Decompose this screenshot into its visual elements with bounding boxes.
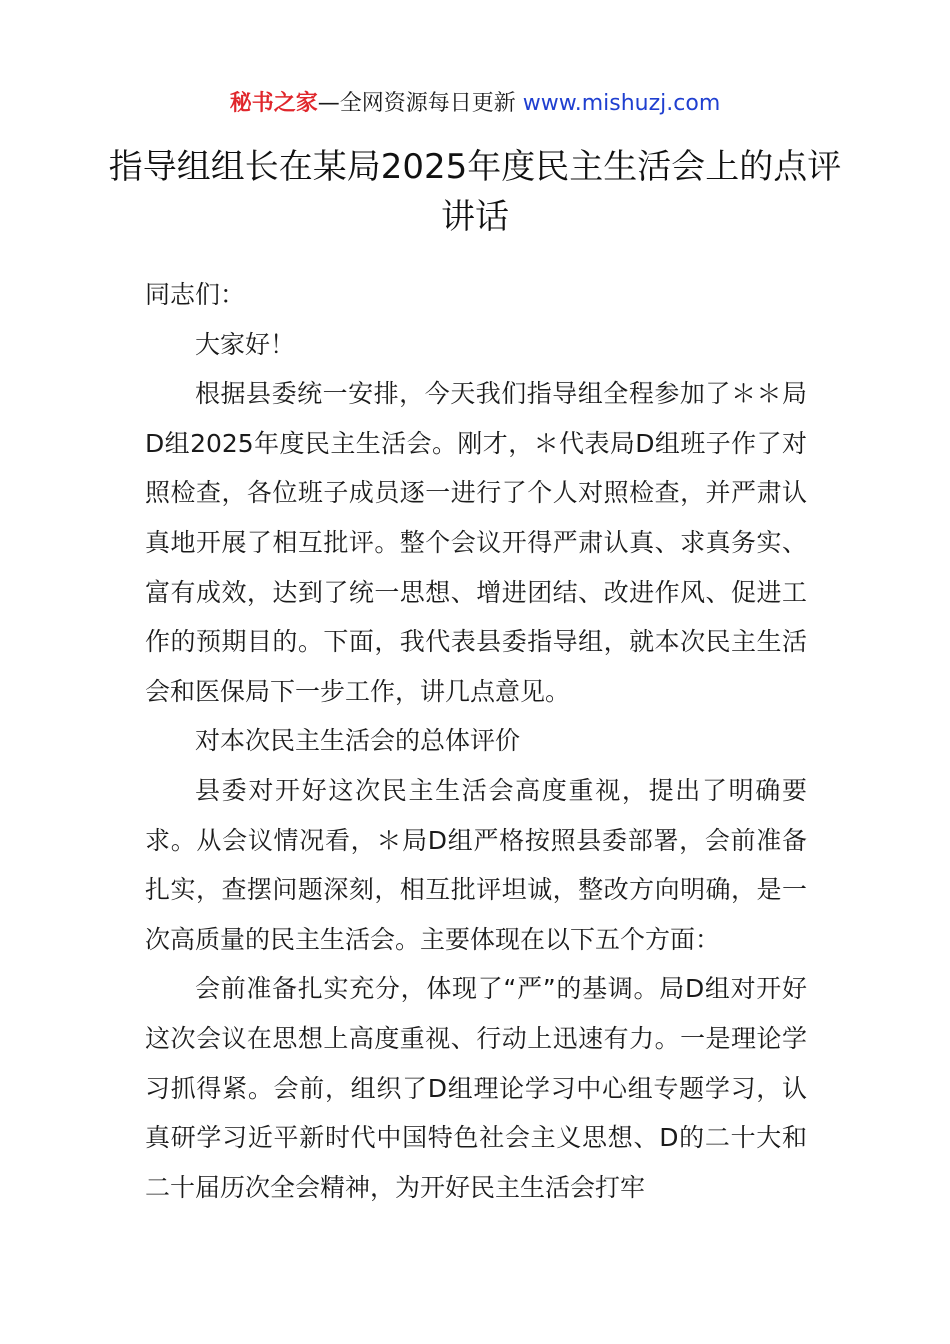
paragraph-evaluation: 县委对开好这次民主生活会高度重视，提出了明确要求。从会议情况看，＊局D组严格按照县委部署，会前准备扎实，查摆问题深刻，相互批评坦诚，整改方向明确，是一次高质量的民主生活会。主要体现在以下五个方面：	[145, 775, 807, 954]
site-header	[0, 88, 950, 120]
paragraph-preparation: 会前准备扎实充分，体现了“严”的基调。局D组对开好这次会议在思想上高度重视、行动上迅速有力。一是理论学习抓得紧。会前，组织了D组理论学习中心组专题学习，认真研学习近平新时代中国特色社会主义思想、D的二十大和二十届历次全会精神，为开好民主生活会打牢	[145, 974, 807, 1202]
brand-name: 秘书之家	[229, 91, 318, 116]
greeting: 大家好！	[195, 329, 296, 359]
salutation: 同志们：	[145, 280, 246, 309]
document-body	[145, 270, 807, 1212]
header-tagline: —全网资源每日更新	[317, 91, 516, 116]
paragraph-intro: 根据县委统一安排，今天我们指导组全程参加了＊＊局D组2025年度民主生活会。刚才，＊代表局D组班子作了对照检查，各位班子成员逐一进行了个人对照检查，并严肃认真地开展了相互批评。整个会议开得严肃认真、求真务实、富有成效，达到了统一思想、增进团结、改进作风、促进工作的预期目的。下面，我代表县委指导组，就本次民主生活会和医保局下一步工作，讲几点意见。	[145, 379, 807, 706]
section-heading: 对本次民主生活会的总体评价	[195, 726, 521, 756]
site-url-link[interactable]: www.mishuzj.com	[522, 91, 721, 116]
document-title: 指导组组长在某局2025年度民主生活会上的点评讲话	[108, 147, 842, 237]
